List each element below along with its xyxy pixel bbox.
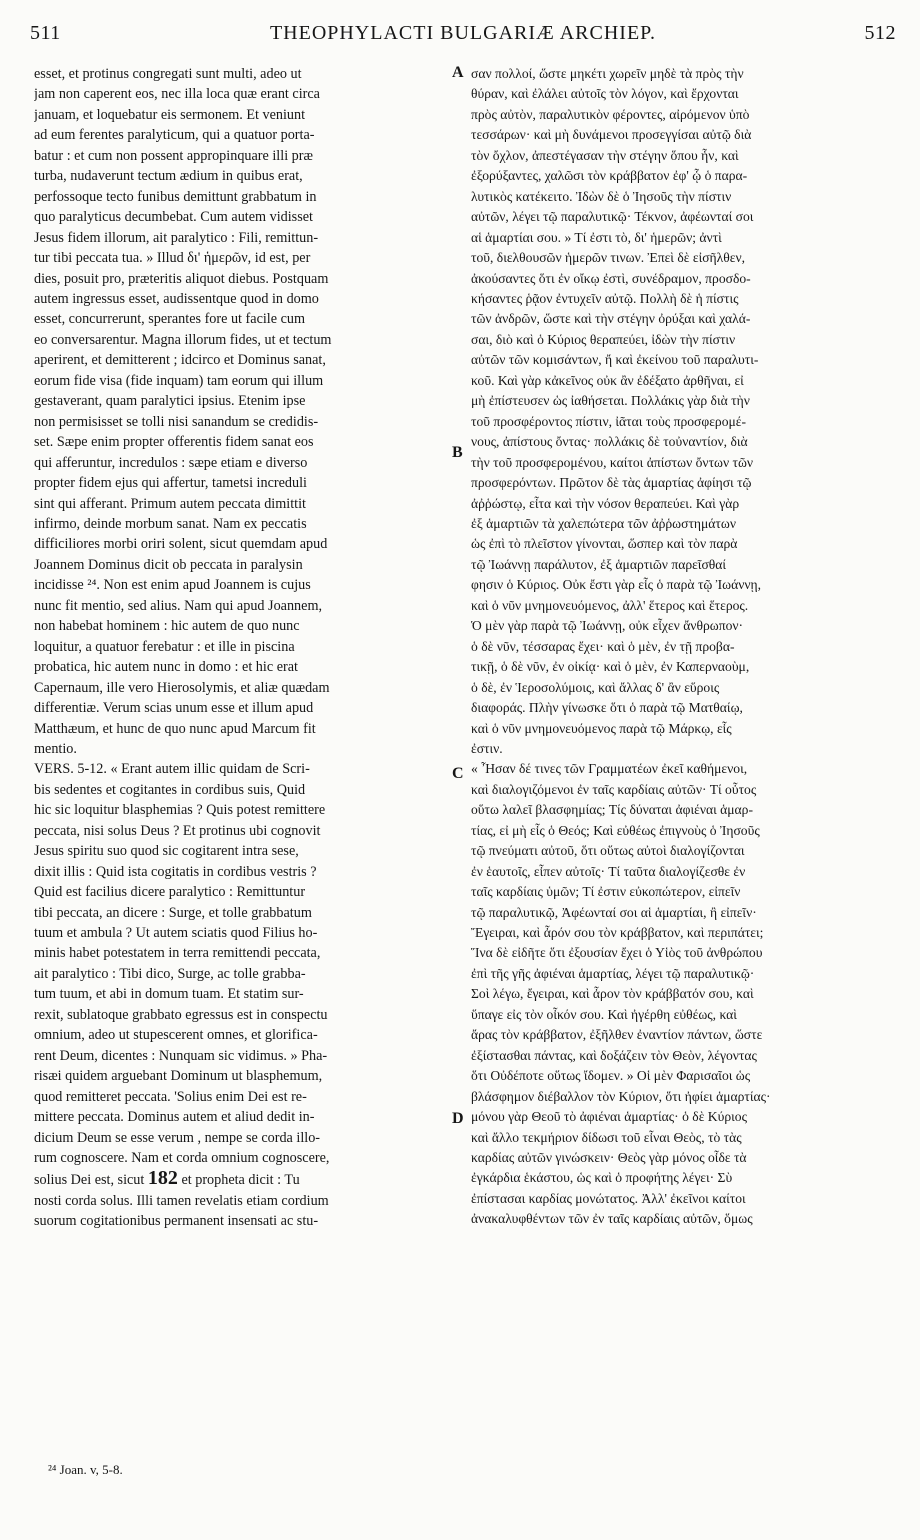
greek-text-line: διαφοράς. Πλὴν γίνωσκε ὅτι ὁ παρὰ τῷ Ματθαίῳ, xyxy=(471,700,743,716)
greek-text-line: βλάσφημον διέβαλλον τὸν Κύριον, ὅτι ἠφίει ἁμαρτίας· xyxy=(471,1088,771,1104)
latin-text-line: rent Deum, dicentes : Nunquam sic vidimus. » Pha- xyxy=(34,1047,328,1064)
page-number-left: 511 xyxy=(30,22,61,44)
greek-text-line: ἐξορύξαντες, χαλῶσι τὸν κράββατον ἐφ' ᾧ ὁ παρα- xyxy=(471,168,748,184)
greek-text-line: αὐτῶν, λέγει τῷ παραλυτικῷ· Τέκνον, ἀφέωνταί σοι xyxy=(471,209,754,225)
greek-text-line: καὶ διαλογιζόμενοι ἐν ταῖς καρδίαις αὐτῶν· Τί οὗτος xyxy=(471,781,757,797)
greek-text-line: ὕπαγε εἰς τὸν οἶκόν σου. Καὶ ἠγέρθη εὐθέως, καὶ xyxy=(471,1006,737,1022)
latin-text-line: gestaverant, quam paralytici ipsius. Etenim ipse xyxy=(34,393,306,410)
latin-text-line: eo conversarentur. Magna illorum fides, ut et tectum xyxy=(34,331,332,348)
latin-text-line: tur tibi peccata tua. » Illud δι' ἡμερῶν, id est, per xyxy=(34,250,311,267)
latin-text-line: turba, nudaverunt tectum ædium in quibus erat, xyxy=(34,168,303,185)
latin-text-line: dies, posuit pro, præteritis aliquot diebus. Postquam xyxy=(34,270,329,287)
latin-text-line: Capernaum, ille vero Hierosolymis, et aliæ quædam xyxy=(34,679,330,696)
latin-text-line: perfossoque tecto funibus demittunt grabbatum in xyxy=(34,188,317,205)
greek-text-line: ἐν ἑαυτοῖς, εἶπεν αὐτοῖς· Τί ταῦτα διαλογίζεσθε ἐν xyxy=(471,863,746,879)
latin-text-line: incidisse ²⁴. Non est enim apud Joannem is cujus xyxy=(34,577,311,594)
greek-text-line: τῷ πνεύματι αὐτοῦ, ὅτι οὕτως αὐτοὶ διαλογίζονται xyxy=(471,843,745,859)
greek-text-line: ἐπὶ τῆς γῆς ἀφιέναι ἁμαρτίας, λέγει τῷ παραλυτικῷ· xyxy=(471,965,755,981)
greek-text-line: « Ἦσαν δέ τινες τῶν Γραμματέων ἐκεῖ καθήμενοι, xyxy=(471,761,748,777)
latin-text-line: rum cognoscere. Nam et corda omnium cognoscere, xyxy=(34,1150,330,1167)
latin-text-line: autem ingressus esset, audissentque quod in domo xyxy=(34,290,319,307)
greek-column xyxy=(471,64,897,1444)
greek-text-line: μὴ ἐπίστευσεν ὡς ἰαθήσεται. Πολλάκις γὰρ διὰ τὴν xyxy=(471,393,750,409)
greek-text-line: ἀκούσαντες ὅτι ἐν οἴκῳ ἐστὶ, συνέδραμον, προσδο- xyxy=(471,270,751,286)
margin-marker-d: D xyxy=(452,1110,464,1127)
greek-text-line: καὶ ὁ νῦν μνημονευόμενος παρὰ τῷ Μάρκῳ, εἷς xyxy=(471,720,732,736)
margin-marker-c: C xyxy=(452,765,464,782)
greek-text-line: τίας, εἰ μὴ εἷς ὁ Θεός; Καὶ εὐθέως ἐπιγνοὺς ὁ Ἰησοῦς xyxy=(471,822,760,838)
latin-text-line: probatica, hic autem nunc in domo : et hic erat xyxy=(34,659,298,676)
latin-text-line: bis sedentes et cogitantes in cordibus suis, Quid xyxy=(34,781,306,798)
running-title: THEOPHYLACTI BULGARIÆ ARCHIEP. xyxy=(269,22,657,44)
latin-text-line: suorum cogitationibus permanent insensati ac stu- xyxy=(34,1213,319,1230)
latin-text-line: Joannem Dominus dicit ob peccata in paralysin xyxy=(34,556,303,573)
greek-text-line: νους, ἀπίστους ὄντας· πολλάκις δὲ τοὐναντίον, διὰ xyxy=(471,434,748,450)
latin-text-line: jam non caperent eos, nec illa loca quæ erant circa xyxy=(34,86,320,103)
margin-marker-a: A xyxy=(452,64,464,81)
latin-text-line: tum tuum, et abi in domum tuam. Et statim sur- xyxy=(34,986,304,1003)
latin-text-line: dixit illis : Quid ista cogitatis in cordibus vestris ? xyxy=(34,863,317,880)
greek-text-line: ὡς ἐπὶ τὸ πλεῖστον γίνονται, ὥσπερ καὶ τὸν παρὰ xyxy=(471,536,738,552)
greek-text-line: ἐπίστασαι καρδίας μονώτατος. Ἀλλ' ἐκεῖνοι καίτοι xyxy=(471,1190,746,1206)
latin-text-line: aperirent, et demitterent ; idcirco et Dominus sanat, xyxy=(34,352,326,369)
greek-text-line: πρὸς αὐτὸν, παραλυτικὸν φέροντες, αἰρόμενον ὑπὸ xyxy=(471,106,750,122)
greek-text-line: Σοὶ λέγω, ἔγειραι, καὶ ἆρον τὸν κράββατόν σου, καὶ xyxy=(471,986,754,1002)
greek-text-line: ἀῤῥώστῳ, εἶτα καὶ τὴν νόσον θεραπεύει. Καὶ γὰρ xyxy=(471,495,740,511)
greek-text-line: τοῦ, διελθουσῶν ἡμερῶν τινων. Ἐπεὶ δὲ εἰσῆλθεν, xyxy=(471,250,746,266)
latin-text-line: esset, et protinus congregati sunt multi, adeo ut xyxy=(34,66,302,82)
latin-text-line: solius Dei est, sicut 182 et propheta dicit : Tu xyxy=(34,1168,300,1190)
greek-text-line: προσφερόντων. Πρῶτον δὲ τὰς ἁμαρτίας ἀφίησι τῷ xyxy=(471,475,752,491)
greek-text-line: ἐξίστασθαι πάντας, καὶ δοξάζειν τὸν Θεὸν, λέγοντας xyxy=(471,1047,757,1063)
latin-text-line: non permisisset se tolli nisi sanandum se credidis- xyxy=(34,413,319,430)
latin-text-line: Matthæum, et hunc de quo nunc apud Marcum fit xyxy=(34,720,316,737)
greek-text-line: τεσσάρων· καὶ μὴ δυνάμενοι προσεγγίσαι αὐτῷ διὰ xyxy=(471,127,752,143)
latin-text-line: ait paralytico : Tibi dico, Surge, ac tolle grabba- xyxy=(34,965,306,982)
greek-text-line: ὁ δὲ νῦν, τέσσαρας ἔχει· καὶ ὁ μὲν, ἐν τῇ προβα- xyxy=(471,638,735,654)
latin-text-line: rexit, sublatoque grabbato egressus est in conspectu xyxy=(34,1006,328,1023)
latin-text-line: qui afferuntur, incredulos : sæpe etiam e diverso xyxy=(34,454,308,471)
greek-text-line: τοῦ προσφέροντος πίστιν, ἰᾶται τοὺς προσφερομέ- xyxy=(471,413,747,429)
greek-text-line: φησιν ὁ Κύριος. Οὐκ ἔστι γὰρ εἷς ὁ παρὰ τῷ Ἰωάννῃ, xyxy=(471,577,762,593)
latin-text-line: tibi peccata, an dicere : Surge, et tolle grabbatum xyxy=(34,904,312,921)
latin-text-line: mentio. xyxy=(34,740,77,757)
greek-text-line: καὶ ὁ νῦν μνημονευόμενος, ἀλλ' ἕτερος καὶ ἕτερος. xyxy=(471,597,749,613)
greek-text-line: σαι, διὸ καὶ ὁ Κύριος θεραπεύει, ἰδὼν τὴν πίστιν xyxy=(471,331,736,347)
latin-text-line: propter fidem ejus qui affertur, tametsi increduli xyxy=(34,475,307,492)
latin-text-line: nunc fit mentio, sed alius. Nam qui apud Joannem, xyxy=(34,597,323,614)
latin-column xyxy=(34,64,448,1444)
latin-text-line: Quid est facilius dicere paralytico : Remittuntur xyxy=(34,884,306,901)
inline-page-number: 182 xyxy=(147,1168,178,1190)
greek-text-line: ἐγκάρδια ἑκάστου, ὡς καὶ ὁ προφήτης λέγει· Σὺ xyxy=(471,1170,733,1186)
greek-text-line: Ἔγειραι, καὶ ἆρόν σου τὸν κράββατον, καὶ περιπάτει; xyxy=(471,925,764,941)
latin-text-line: peccata, nisi solus Deus ? Et protinus ubi cognovit xyxy=(34,822,321,839)
margin-marker-b: B xyxy=(452,444,463,461)
greek-text-line: κήσαντες ῥᾷον ἐντυχεῖν αὐτῷ. Πολλὴ δὲ ἡ πίστις xyxy=(471,290,739,306)
greek-text-line: τὴν τοῦ προσφερομένου, καίτοι ἀπίστων ὄντων τῶν xyxy=(471,454,754,470)
latin-text-line: risæi quidem arguebant Dominum ut blasphemum, xyxy=(34,1068,323,1085)
latin-text-line: set. Sæpe enim propter offerentis fidem sanat eos xyxy=(34,434,314,451)
latin-text-line: infirmo, deinde morbum sanat. Nam ex peccatis xyxy=(34,515,307,532)
greek-text-line: μόνου γὰρ Θεοῦ τὸ ἀφιέναι ἁμαρτίας· ὁ δὲ Κύριος xyxy=(471,1109,747,1125)
latin-text-line: januam, et loquebatur eis sermonem. Et veniunt xyxy=(34,106,306,123)
greek-text-line: ταῖς καρδίαις ὑμῶν; Τί ἐστιν εὐκοπώτερον, εἰπεῖν xyxy=(471,884,741,900)
greek-text-line: ἐστιν. xyxy=(471,740,503,756)
latin-text-line: tuum et ambula ? Ut autem sciatis quod Filius ho- xyxy=(34,925,318,942)
latin-text-line: sint qui afferant. Primum autem peccata dimittit xyxy=(34,495,306,512)
latin-text-line: Jesus spiritu suo quod sic cogitarent intra sese, xyxy=(34,843,299,860)
latin-text-line: VERS. 5-12. « Erant autem illic quidam de Scri- xyxy=(34,761,310,778)
greek-text-line: οὕτω λαλεῖ βλασφημίας; Τίς δύναται ἀφιέναι ἁμαρ- xyxy=(471,802,753,818)
greek-text-line: τικῇ, ὁ δὲ νῦν, ἐν οἰκίᾳ· καὶ ὁ μὲν, ἐν Καπερναοὺμ, xyxy=(471,659,750,675)
latin-text-line: nosti corda solus. Illi tamen revelatis etiam cordium xyxy=(34,1192,329,1209)
latin-text-line: Jesus fidem illorum, ait paralytico : Fili, remittun- xyxy=(34,229,319,246)
greek-text-line: τῷ Ἰωάννῃ παράλυτον, ἐξ ἁμαρτιῶν παρεῖσθαί xyxy=(471,556,727,572)
latin-text-line: esset, concurrerunt, sperantes fore ut facile cum xyxy=(34,311,306,328)
latin-text-line: non habebat hominem : hic autem de quo nunc xyxy=(34,618,300,635)
greek-text-line: ὅτι Οὐδέποτε οὕτως ἴδομεν. » Οἱ μὲν Φαρισαῖοι ὡς xyxy=(471,1068,751,1084)
greek-text-line: Ἵνα δὲ εἰδῆτε ὅτι ἐξουσίαν ἔχει ὁ Υἱὸς τοῦ ἀνθρώπου xyxy=(471,945,763,961)
footnote: ²⁴ Joan. v, 5-8. xyxy=(48,1462,123,1477)
greek-text-line: τῷ παραλυτικῷ, Ἀφέωνταί σοι αἱ ἁμαρτίαι, ἢ εἰπεῖν· xyxy=(471,904,757,920)
greek-text-line: τὸν ὄχλον, ἀπεστέγασαν τὴν στέγην ὅπου ἦν, καὶ xyxy=(471,147,739,163)
greek-text-line: ὁ δὲ, ἐν Ἱεροσολύμοις, καὶ ἄλλας δ' ἂν εὕροις xyxy=(471,679,720,695)
greek-text-line: αὐτῶν τῶν κομισάντων, ἤ καὶ ἐκείνου τοῦ παραλυτι- xyxy=(471,352,759,368)
page-number-right: 512 xyxy=(864,22,896,44)
latin-text-line: minis habet potestatem in terra remittendi peccata, xyxy=(34,945,321,962)
greek-text-line: κοῦ. Καὶ γὰρ κἀκεῖνος οὐκ ἂν ἐδέξατο ἀρθῆναι, εἰ xyxy=(471,372,744,388)
latin-text-line: omnium, adeo ut stupescerent omnes, et glorifica- xyxy=(34,1027,318,1044)
latin-text-line: eorum fide visa (fide inquam) tam eorum qui illum xyxy=(34,372,324,389)
greek-text-line: ἄρας τὸν κράββατον, ἐξῆλθεν ἐναντίον πάντων, ὥστε xyxy=(471,1027,763,1043)
greek-text-line: σαν πολλοί, ὥστε μηκέτι χωρεῖν μηδὲ τὰ πρὸς τὴν xyxy=(471,66,744,81)
latin-text-line: quod remitteret peccata. 'Solius enim Dei est re- xyxy=(34,1088,307,1105)
greek-text-line: καρδίας αὐτῶν γινώσκειν· Θεὸς γὰρ μόνος οἶδε τὰ xyxy=(471,1150,747,1166)
latin-text-line: dicium Deum se esse verum , nempe se corda illo- xyxy=(34,1129,321,1146)
latin-text-line: hic sic loquitur blasphemias ? Quis potest remittere xyxy=(34,802,326,819)
latin-text-line: batur : et cum non possent appropinquare illi præ xyxy=(34,147,313,164)
greek-text-line: ἀνακαλυφθέντων τῶν ἐν ταῖς καρδίαις αὐτῶν, ὅμως xyxy=(471,1211,753,1227)
greek-text-line: ἐξ ἁμαρτιῶν τὰ χαλεπώτερα τῶν ἀῤῥωστημάτων xyxy=(471,515,736,531)
greek-text-line: αἱ ἁμαρτίαι σου. » Τί ἐστι τὸ, δι' ἡμερῶν; ἀντὶ xyxy=(471,229,722,245)
latin-text-line: differentiæ. Verum scias unum esse et illum apud xyxy=(34,700,314,717)
greek-text-line: θύραν, καὶ ἐλάλει αὐτοῖς τὸν λόγον, καὶ ἔρχονται xyxy=(471,86,739,102)
latin-text-line: mittere peccata. Dominus autem et aliud dedit in- xyxy=(34,1109,315,1126)
greek-text-line: τῶν ἀνδρῶν, ὥστε καὶ τὴν στέγην ὀρύξαι καὶ χαλά- xyxy=(471,311,751,327)
greek-text-line: καὶ ἄλλο τεκμήριον δίδωσι τοῦ εἶναι Θεὸς, τὸ τὰς xyxy=(471,1129,742,1145)
latin-text-line: ad eum ferentes paralyticum, qui a quatuor porta- xyxy=(34,127,315,144)
running-header xyxy=(30,22,896,52)
latin-text-line: quo paralyticus decumbebat. Cum autem vidisset xyxy=(34,209,313,226)
latin-text-line: loquitur, a quatuor ferebatur : et ille in piscina xyxy=(34,638,295,655)
greek-text-line: Ὁ μὲν γὰρ παρὰ τῷ Ἰωάννῃ, οὐκ εἶχεν ἄνθρωπον· xyxy=(471,618,744,634)
latin-text-line: difficiliores morbi oriri solent, sicut quemdam apud xyxy=(34,536,328,553)
greek-text-line: λυτικὸς κατέκειτο. Ἰδὼν δὲ ὁ Ἰησοῦς τὴν πίστιν xyxy=(471,188,732,204)
